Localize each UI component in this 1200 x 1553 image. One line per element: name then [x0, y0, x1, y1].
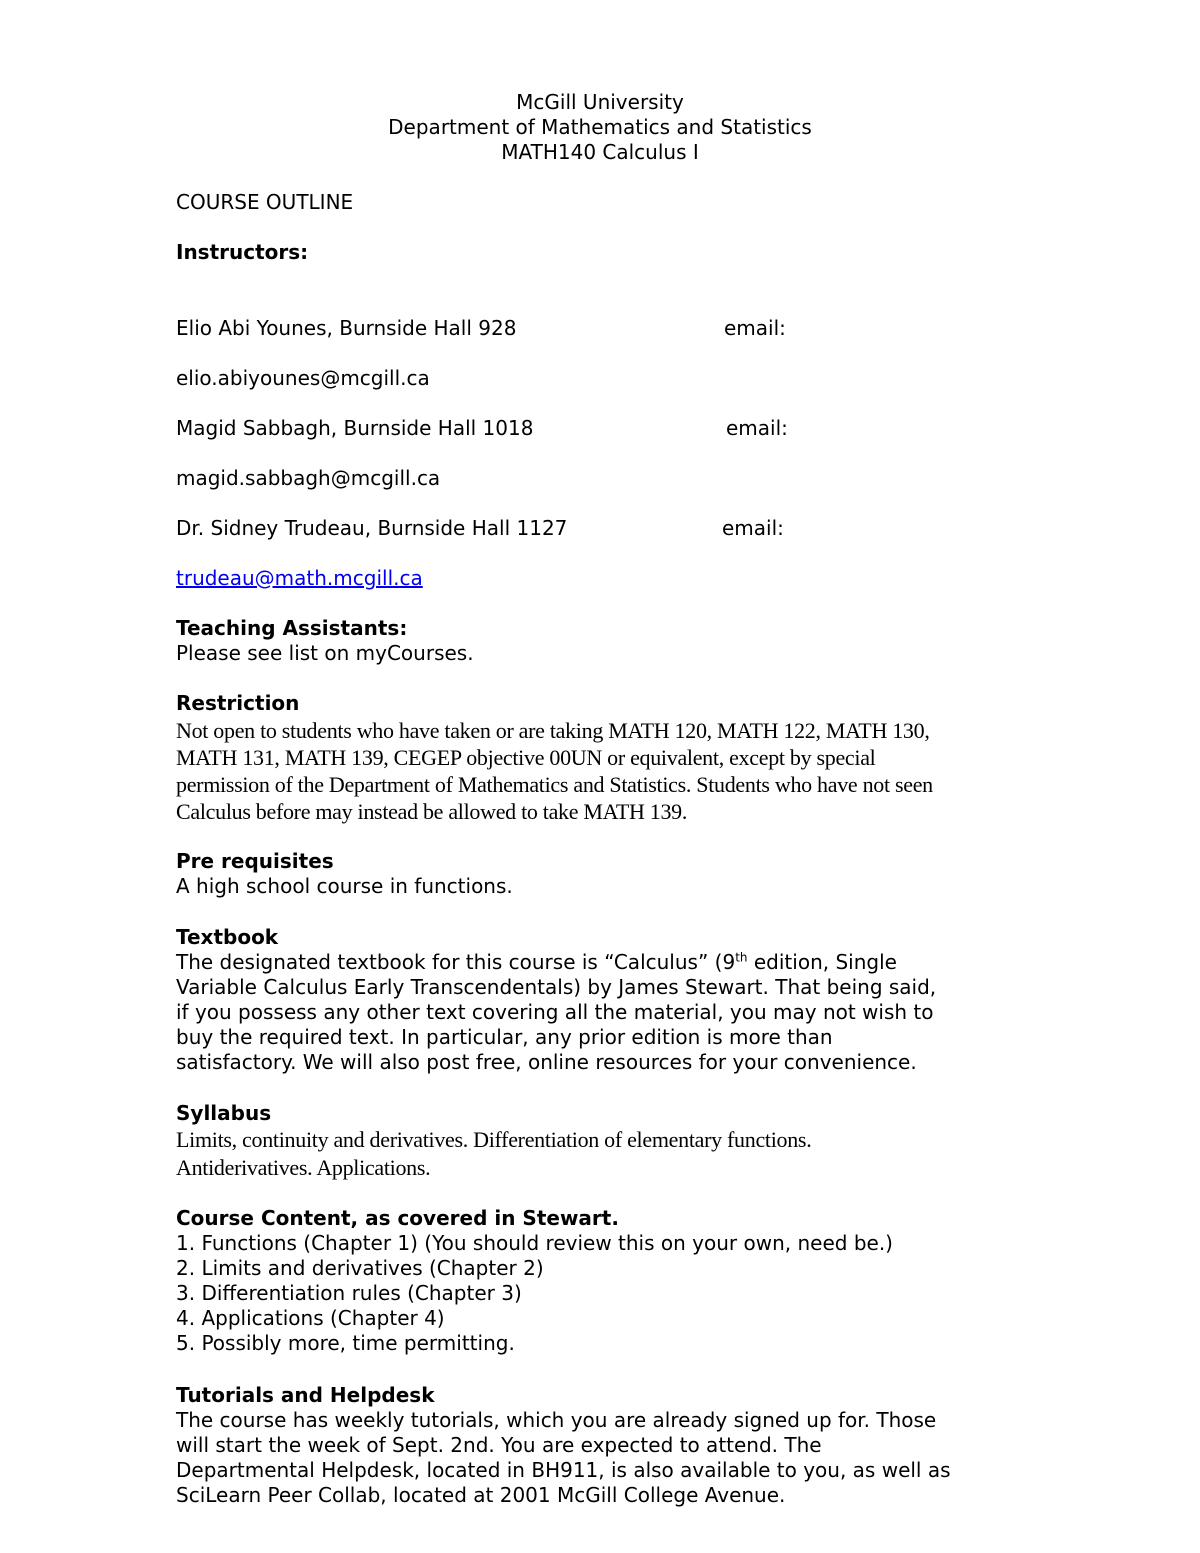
tutorials-line: Departmental Helpdesk, located in BH911, is also available to you, as well as	[176, 1458, 951, 1482]
restriction-line: Calculus before may instead be allowed to take MATH 139.	[176, 799, 688, 824]
textbook-line: buy the required text. In particular, any prior edition is more than	[176, 1025, 833, 1049]
tutorials-line: SciLearn Peer Collab, located at 2001 McGill College Avenue.	[176, 1483, 786, 1507]
department-name: Department of Mathematics and Statistics	[388, 115, 812, 139]
textbook-line: Variable Calculus Early Transcendentals) by James Stewart. That being said,	[176, 975, 937, 999]
instructor-2-name: Magid Sabbagh, Burnside Hall 1018	[176, 416, 534, 440]
restriction-line: MATH 131, MATH 139, CEGEP objective 00UN or equivalent, except by special	[176, 745, 876, 770]
textbook-heading: Textbook	[176, 925, 279, 949]
course-content-item: 4. Applications (Chapter 4)	[176, 1306, 445, 1330]
syllabus-line: Antiderivatives. Applications.	[176, 1155, 431, 1180]
instructor-1-email-label: email:	[724, 316, 786, 340]
instructors-heading: Instructors:	[176, 240, 309, 264]
tutorials-line: will start the week of Sept. 2nd. You are expected to attend. The	[176, 1433, 822, 1457]
course-title: MATH140 Calculus I	[501, 140, 699, 164]
instructor-2-email: magid.sabbagh@mcgill.ca	[176, 466, 441, 490]
outline-title: COURSE OUTLINE	[176, 190, 354, 214]
textbook-line: if you possess any other text covering all the material, you may not wish to	[176, 1000, 934, 1024]
instructor-3-name: Dr. Sidney Trudeau, Burnside Hall 1127	[176, 516, 568, 540]
course-content-heading: Course Content, as covered in Stewart.	[176, 1206, 619, 1230]
textbook-line-1	[176, 950, 897, 975]
restriction-line: Not open to students who have taken or are taking MATH 120, MATH 122, MATH 130,	[176, 718, 930, 743]
course-content-item: 2. Limits and derivatives (Chapter 2)	[176, 1256, 544, 1280]
course-content-item: 3. Differentiation rules (Chapter 3)	[176, 1281, 522, 1305]
edition-superscript: th	[735, 950, 748, 965]
prerequisites-text: A high school course in functions.	[176, 874, 513, 898]
syllabus-heading: Syllabus	[176, 1101, 272, 1125]
instructor-3-email-label: email:	[722, 516, 784, 540]
instructor-1-name: Elio Abi Younes, Burnside Hall 928	[176, 316, 517, 340]
instructor-3-email-link[interactable]: trudeau@math.mcgill.ca	[176, 566, 423, 590]
instructor-2-email-label: email:	[726, 416, 788, 440]
university-name: McGill University	[516, 90, 684, 114]
prerequisites-heading: Pre requisites	[176, 849, 334, 873]
ta-heading: Teaching Assistants:	[176, 616, 408, 640]
instructor-1-email: elio.abiyounes@mcgill.ca	[176, 366, 430, 390]
ta-text: Please see list on myCourses.	[176, 641, 474, 665]
tutorials-line: The course has weekly tutorials, which you are already signed up for. Those	[176, 1408, 937, 1432]
restriction-line: permission of the Department of Mathematics and Statistics. Students who have not seen	[176, 772, 933, 797]
syllabus-line: Limits, continuity and derivatives. Differentiation of elementary functions.	[176, 1127, 812, 1152]
course-content-item: 1. Functions (Chapter 1) (You should review this on your own, need be.)	[176, 1231, 893, 1255]
textbook-line-1-end: edition, Single	[747, 950, 897, 974]
textbook-line: satisfactory. We will also post free, online resources for your convenience.	[176, 1050, 917, 1074]
restriction-heading: Restriction	[176, 691, 300, 715]
course-content-item: 5. Possibly more, time permitting.	[176, 1331, 515, 1355]
tutorials-heading: Tutorials and Helpdesk	[176, 1383, 435, 1407]
textbook-line-1-start: The designated textbook for this course is “Calculus” (9	[176, 950, 736, 974]
